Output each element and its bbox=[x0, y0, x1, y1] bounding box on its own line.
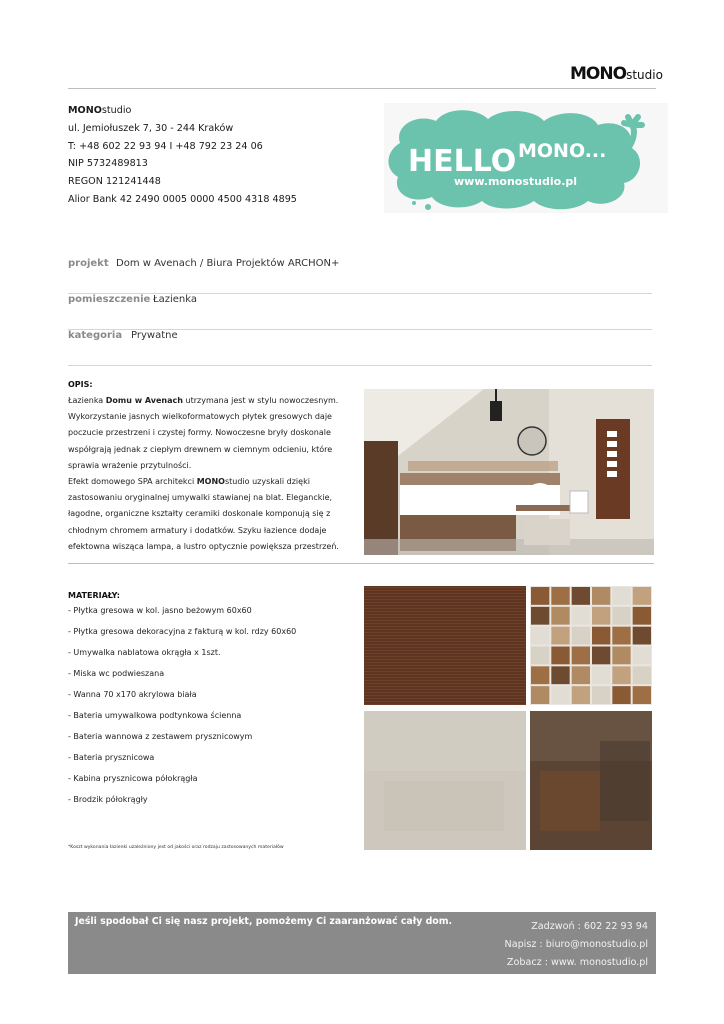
description-paragraph-2 bbox=[68, 474, 352, 555]
mosaic-tile bbox=[572, 686, 590, 704]
mosaic-tile bbox=[612, 647, 630, 665]
header-logo-light: studio bbox=[626, 68, 663, 82]
mosaic-tile bbox=[612, 587, 630, 605]
section-divider bbox=[68, 563, 654, 564]
footer-slogan: Jeśli spodobał Ci się nasz projekt, pomożemy Ci zaaranżować cały dom. bbox=[75, 916, 453, 927]
materials-list bbox=[68, 604, 296, 814]
beige-tile-swatch bbox=[364, 711, 526, 850]
mosaic-tile bbox=[612, 666, 630, 684]
desc-p1-c: utrzymana jest w stylu nowoczesnym. Wykorzystanie jasnych wielkoformatowych płytek gresowych daje poczucie przestrzeni i czystej formy. Nowoczesne bryły doskonale współgrają jednak z ciepłym drewnem w ciemnym odcieniu, które sprawia wrażenie przytulności. bbox=[68, 396, 339, 470]
rust-tile-swatch bbox=[530, 711, 652, 850]
mosaic-tile bbox=[592, 627, 610, 645]
mosaic-tile bbox=[592, 587, 610, 605]
footer-phone-link[interactable]: Zadzwoń : 602 22 93 94 bbox=[531, 921, 648, 932]
field-projekt bbox=[68, 258, 652, 294]
mosaic-tile bbox=[612, 686, 630, 704]
mosaic-tile bbox=[531, 627, 549, 645]
company-phone: T: +48 602 22 93 94 I +48 792 23 24 06 bbox=[68, 140, 263, 152]
banner-mono-text: MONO... bbox=[518, 140, 607, 162]
company-bank: Alior Bank 42 2490 0005 0000 4500 4318 4895 bbox=[68, 193, 297, 205]
footer-email-link[interactable]: Napisz : biuro@monostudio.pl bbox=[504, 939, 648, 950]
description-title: OPIS: bbox=[68, 380, 93, 389]
materials-title: MATERIAŁY: bbox=[68, 591, 120, 600]
field-pomieszczenie bbox=[68, 294, 652, 330]
field-projekt-label: projekt bbox=[68, 258, 109, 269]
header-logo-bold: MONO bbox=[570, 64, 627, 84]
field-kategoria-label: kategoria bbox=[68, 330, 123, 341]
desc-p2-b: MONO bbox=[196, 477, 225, 487]
mosaic-tile bbox=[592, 666, 610, 684]
mosaic-tile bbox=[633, 627, 651, 645]
material-item: - Bateria umywalkowa podtynkowa ścienna bbox=[68, 711, 242, 720]
field-kategoria bbox=[68, 330, 652, 366]
mosaic-tile bbox=[551, 666, 569, 684]
material-item: - Wanna 70 x170 akrylowa biała bbox=[68, 690, 197, 699]
mosaic-tile bbox=[531, 686, 549, 704]
material-item: - Bateria wannowa z zestawem prysznicowym bbox=[68, 732, 253, 741]
mosaic-tile bbox=[592, 647, 610, 665]
material-item: - Płytka gresowa dekoracyjna z fakturą w kol. rdzy 60x60 bbox=[68, 627, 297, 636]
mosaic-tile bbox=[612, 607, 630, 625]
mosaic-tile bbox=[551, 627, 569, 645]
header-divider bbox=[68, 88, 656, 89]
company-name bbox=[68, 102, 297, 120]
mosaic-tile bbox=[551, 607, 569, 625]
company-nip: NIP 5732489813 bbox=[68, 158, 148, 170]
mosaic-tile bbox=[633, 607, 651, 625]
mosaic-tile bbox=[633, 587, 651, 605]
company-address: ul. Jemiołuszek 7, 30 - 244 Kraków bbox=[68, 122, 234, 134]
company-info bbox=[68, 102, 297, 209]
footer-website-link[interactable]: Zobacz : www. monostudio.pl bbox=[506, 957, 648, 968]
mosaic-tile bbox=[531, 647, 549, 665]
company-name-bold: MONO bbox=[68, 105, 102, 116]
desc-p1-b: Domu w Avenach bbox=[105, 396, 183, 405]
mosaic-tile bbox=[531, 607, 549, 625]
desc-p1-a: Łazienka bbox=[68, 396, 106, 405]
description-text bbox=[68, 393, 352, 555]
field-pomieszczenie-value: Łazienka bbox=[153, 294, 198, 305]
material-item: - Kabina prysznicowa półokrągła bbox=[68, 774, 198, 783]
mosaic-tile bbox=[592, 686, 610, 704]
material-item: - Płytka gresowa w kol. jasno beżowym 60x60 bbox=[68, 606, 252, 615]
material-item: - Miska wc podwieszana bbox=[68, 669, 165, 678]
field-projekt-value: Dom w Avenach / Biura Projektów ARCHON+ bbox=[116, 258, 340, 269]
wood-tile-swatch bbox=[364, 586, 526, 705]
cost-footnote: *Koszt wykonania łazienki uzależniony jest od jakości oraz rodzaju zastosowanych materiałów bbox=[68, 845, 284, 850]
material-item: - Bateria prysznicowa bbox=[68, 753, 155, 762]
mosaic-tile bbox=[531, 587, 549, 605]
banner-url-text: www.monostudio.pl bbox=[454, 175, 578, 188]
description-paragraph-1 bbox=[68, 393, 352, 474]
bathroom-render-image bbox=[364, 389, 654, 555]
company-regon: REGON 121241448 bbox=[68, 176, 161, 188]
hello-mono-illustration bbox=[384, 103, 668, 213]
hello-mono-banner[interactable] bbox=[384, 103, 668, 213]
material-item: - Umywalka nablatowa okrągła x 1szt. bbox=[68, 648, 221, 657]
company-name-light: studio bbox=[101, 105, 132, 116]
material-item: - Brodzik półokrągły bbox=[68, 795, 148, 804]
mosaic-tile bbox=[572, 647, 590, 665]
mosaic-tile bbox=[633, 647, 651, 665]
footer-banner bbox=[68, 912, 656, 974]
mosaic-tile bbox=[612, 627, 630, 645]
mosaic-tile bbox=[551, 686, 569, 704]
desc-p2-c: studio uzyskali dzięki zastosowaniu oryginalnej umywalki stawianej na blat. Eleganckie, łagodne, organiczne kształty ceramiki doskonale komponują się z chłodnym chromem armatury i dodatków. Szyku łazience dodaje efektowna wisząca lampa, a lustro optycznie powiększa przestrzeń. bbox=[68, 477, 339, 551]
mosaic-tile bbox=[551, 587, 569, 605]
banner-hello-text: HELLO bbox=[408, 144, 517, 179]
mosaic-tile bbox=[572, 666, 590, 684]
header-logo[interactable] bbox=[570, 64, 663, 84]
mosaic-tile bbox=[572, 607, 590, 625]
mosaic-tile-swatch bbox=[530, 586, 652, 705]
mosaic-tile bbox=[551, 647, 569, 665]
mosaic-tile bbox=[572, 627, 590, 645]
field-pomieszczenie-label: pomieszczenie bbox=[68, 294, 151, 305]
desc-p2-a: Efekt domowego SPA architekci bbox=[68, 477, 197, 487]
mosaic-tile bbox=[633, 686, 651, 704]
mosaic-tile bbox=[572, 587, 590, 605]
mosaic-tile bbox=[633, 666, 651, 684]
field-kategoria-value: Prywatne bbox=[131, 330, 178, 341]
footer-contact bbox=[505, 918, 648, 972]
mosaic-tile bbox=[531, 666, 549, 684]
mosaic-tile bbox=[592, 607, 610, 625]
